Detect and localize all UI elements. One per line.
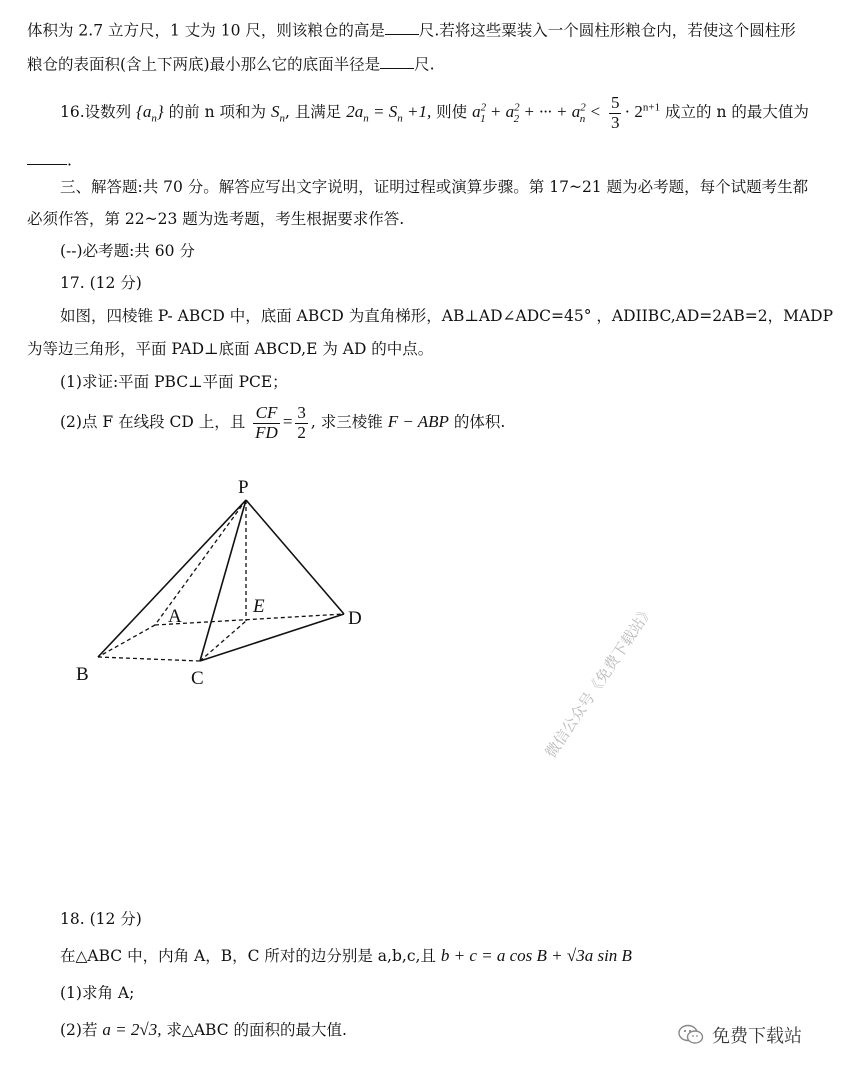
section3-part1-text: (--)必考题:共 60 分 [60, 242, 195, 260]
q15-text-b: 尺.若将这些粟装入一个圆柱形粮仓内，若使这个圆柱形 [418, 21, 796, 40]
label-D: D [348, 608, 362, 629]
section3-part1 [60, 242, 195, 261]
q18-part2-text-b: 求△ABC 的面积的最大值. [166, 1021, 347, 1039]
q16-prefix: 16.设数列 [60, 103, 132, 122]
q17-part2-text-b: , 求三棱锥 [310, 413, 383, 432]
q18-line-1 [60, 946, 632, 966]
q17-part2 [60, 404, 505, 442]
q17-value-fraction: $\frac{3}{2}$ [297, 403, 306, 442]
q17-header-text: 17. (12 分) [60, 274, 142, 292]
q16-fraction: $\frac{5}{3}$ [610, 93, 620, 132]
edge-BC [98, 657, 200, 661]
section3-text-1: 三、解答题:共 70 分。解答应写出文字说明，证明过程或演算步骤。第 17~21 题为必考题，每个试题考生都 [60, 178, 809, 196]
q17-line-1 [60, 307, 833, 326]
q16-text3: 则使 [436, 103, 468, 122]
q17-part2-text-a: (2)点 F 在线段 CD 上，且 [60, 413, 246, 432]
q16-power: · $2^{n+1}$ [624, 101, 661, 122]
q16-text1: 的前 n 项和为 [168, 103, 266, 122]
answer-blank [385, 18, 419, 35]
q16-line [60, 94, 809, 132]
q16-seq: $\{a_n\}$ [136, 102, 164, 125]
q18-part2-text-a: (2)若 [60, 1021, 98, 1039]
q17-text-1: 如图，四棱锥 P- ABCD 中，底面 ABCD 为直角梯形，AB⊥AD∠ADC=45° ，ADIIBC,AD=2AB=2，MADP [60, 307, 834, 325]
section3-line-2 [27, 210, 404, 229]
q16-answer-line [27, 148, 72, 170]
watermark: 微信公众号《免费下载站》 [541, 601, 658, 762]
q18-equation: b + c = a cos B + √3a sin B [440, 946, 632, 965]
label-B: B [76, 664, 89, 685]
answer-blank [380, 52, 414, 69]
q18-part1-text: (1)求角 A; [60, 984, 135, 1002]
label-E: E [253, 596, 265, 617]
brand-footer [678, 1022, 802, 1048]
edge-CE [200, 621, 246, 661]
pyramid-diagram [60, 470, 380, 690]
q15-text-a: 体积为 2.7 立方尺，1 丈为 10 尺，则该粮仓的高是 [27, 21, 385, 40]
q17-part1 [60, 373, 288, 392]
q17-part2-text-c: 的体积. [453, 413, 506, 432]
edge-AB [98, 625, 155, 657]
q17-pyramid: F − ABP [387, 412, 449, 432]
q18-text-1: 在△ABC 中，内角 A，B，C 所对的边分别是 a,b,c,且 [60, 947, 436, 965]
q15-text-c: 粮仓的表面积(含上下两底)最小那么它的底面半径是 [27, 55, 381, 74]
q16-sum: $a^2_1 + a^2_2$ + ··· + $a^2_n$ < [472, 101, 602, 125]
q16-condition: $2a_n = S_n +1$, [346, 102, 432, 125]
brand-text: 免费下载站 [712, 1026, 802, 1047]
q18-header [60, 910, 142, 929]
answer-blank [27, 148, 67, 165]
q18-header-text: 18. (12 分) [60, 910, 142, 928]
q16-text4: 成立的 n 的最大值为 [665, 103, 809, 122]
q17-part1-text: (1)求证:平面 PBC⊥平面 PCE； [60, 373, 288, 391]
q16-text2: , 且满足 [284, 103, 342, 122]
q16-sn: $S_n$ [270, 102, 285, 125]
q18-part1 [60, 984, 134, 1003]
q17-line-2 [27, 340, 433, 359]
q18-part2 [60, 1020, 347, 1040]
label-C: C [191, 668, 204, 689]
q17-equals: = [282, 412, 293, 432]
q15-text-d: 尺. [414, 55, 435, 74]
q15-line-1 [27, 18, 796, 40]
label-P: P [238, 477, 249, 498]
section3-line-1 [60, 178, 808, 197]
q18-condition: a = 2√3, [102, 1020, 162, 1039]
q15-line-2 [27, 52, 435, 74]
q17-header [60, 274, 142, 293]
label-A: A [168, 606, 182, 627]
q17-ratio-fraction: $\frac{CF}{FD}$ [255, 403, 278, 442]
q17-text-2: 为等边三角形，平面 PAD⊥底面 ABCD,E 为 AD 的中点。 [27, 340, 434, 358]
wechat-icon [678, 1024, 704, 1046]
q16-end: . [67, 151, 72, 170]
section3-text-2: 必须作答，第 22~23 题为选考题，考生根据要求作答. [27, 210, 405, 228]
